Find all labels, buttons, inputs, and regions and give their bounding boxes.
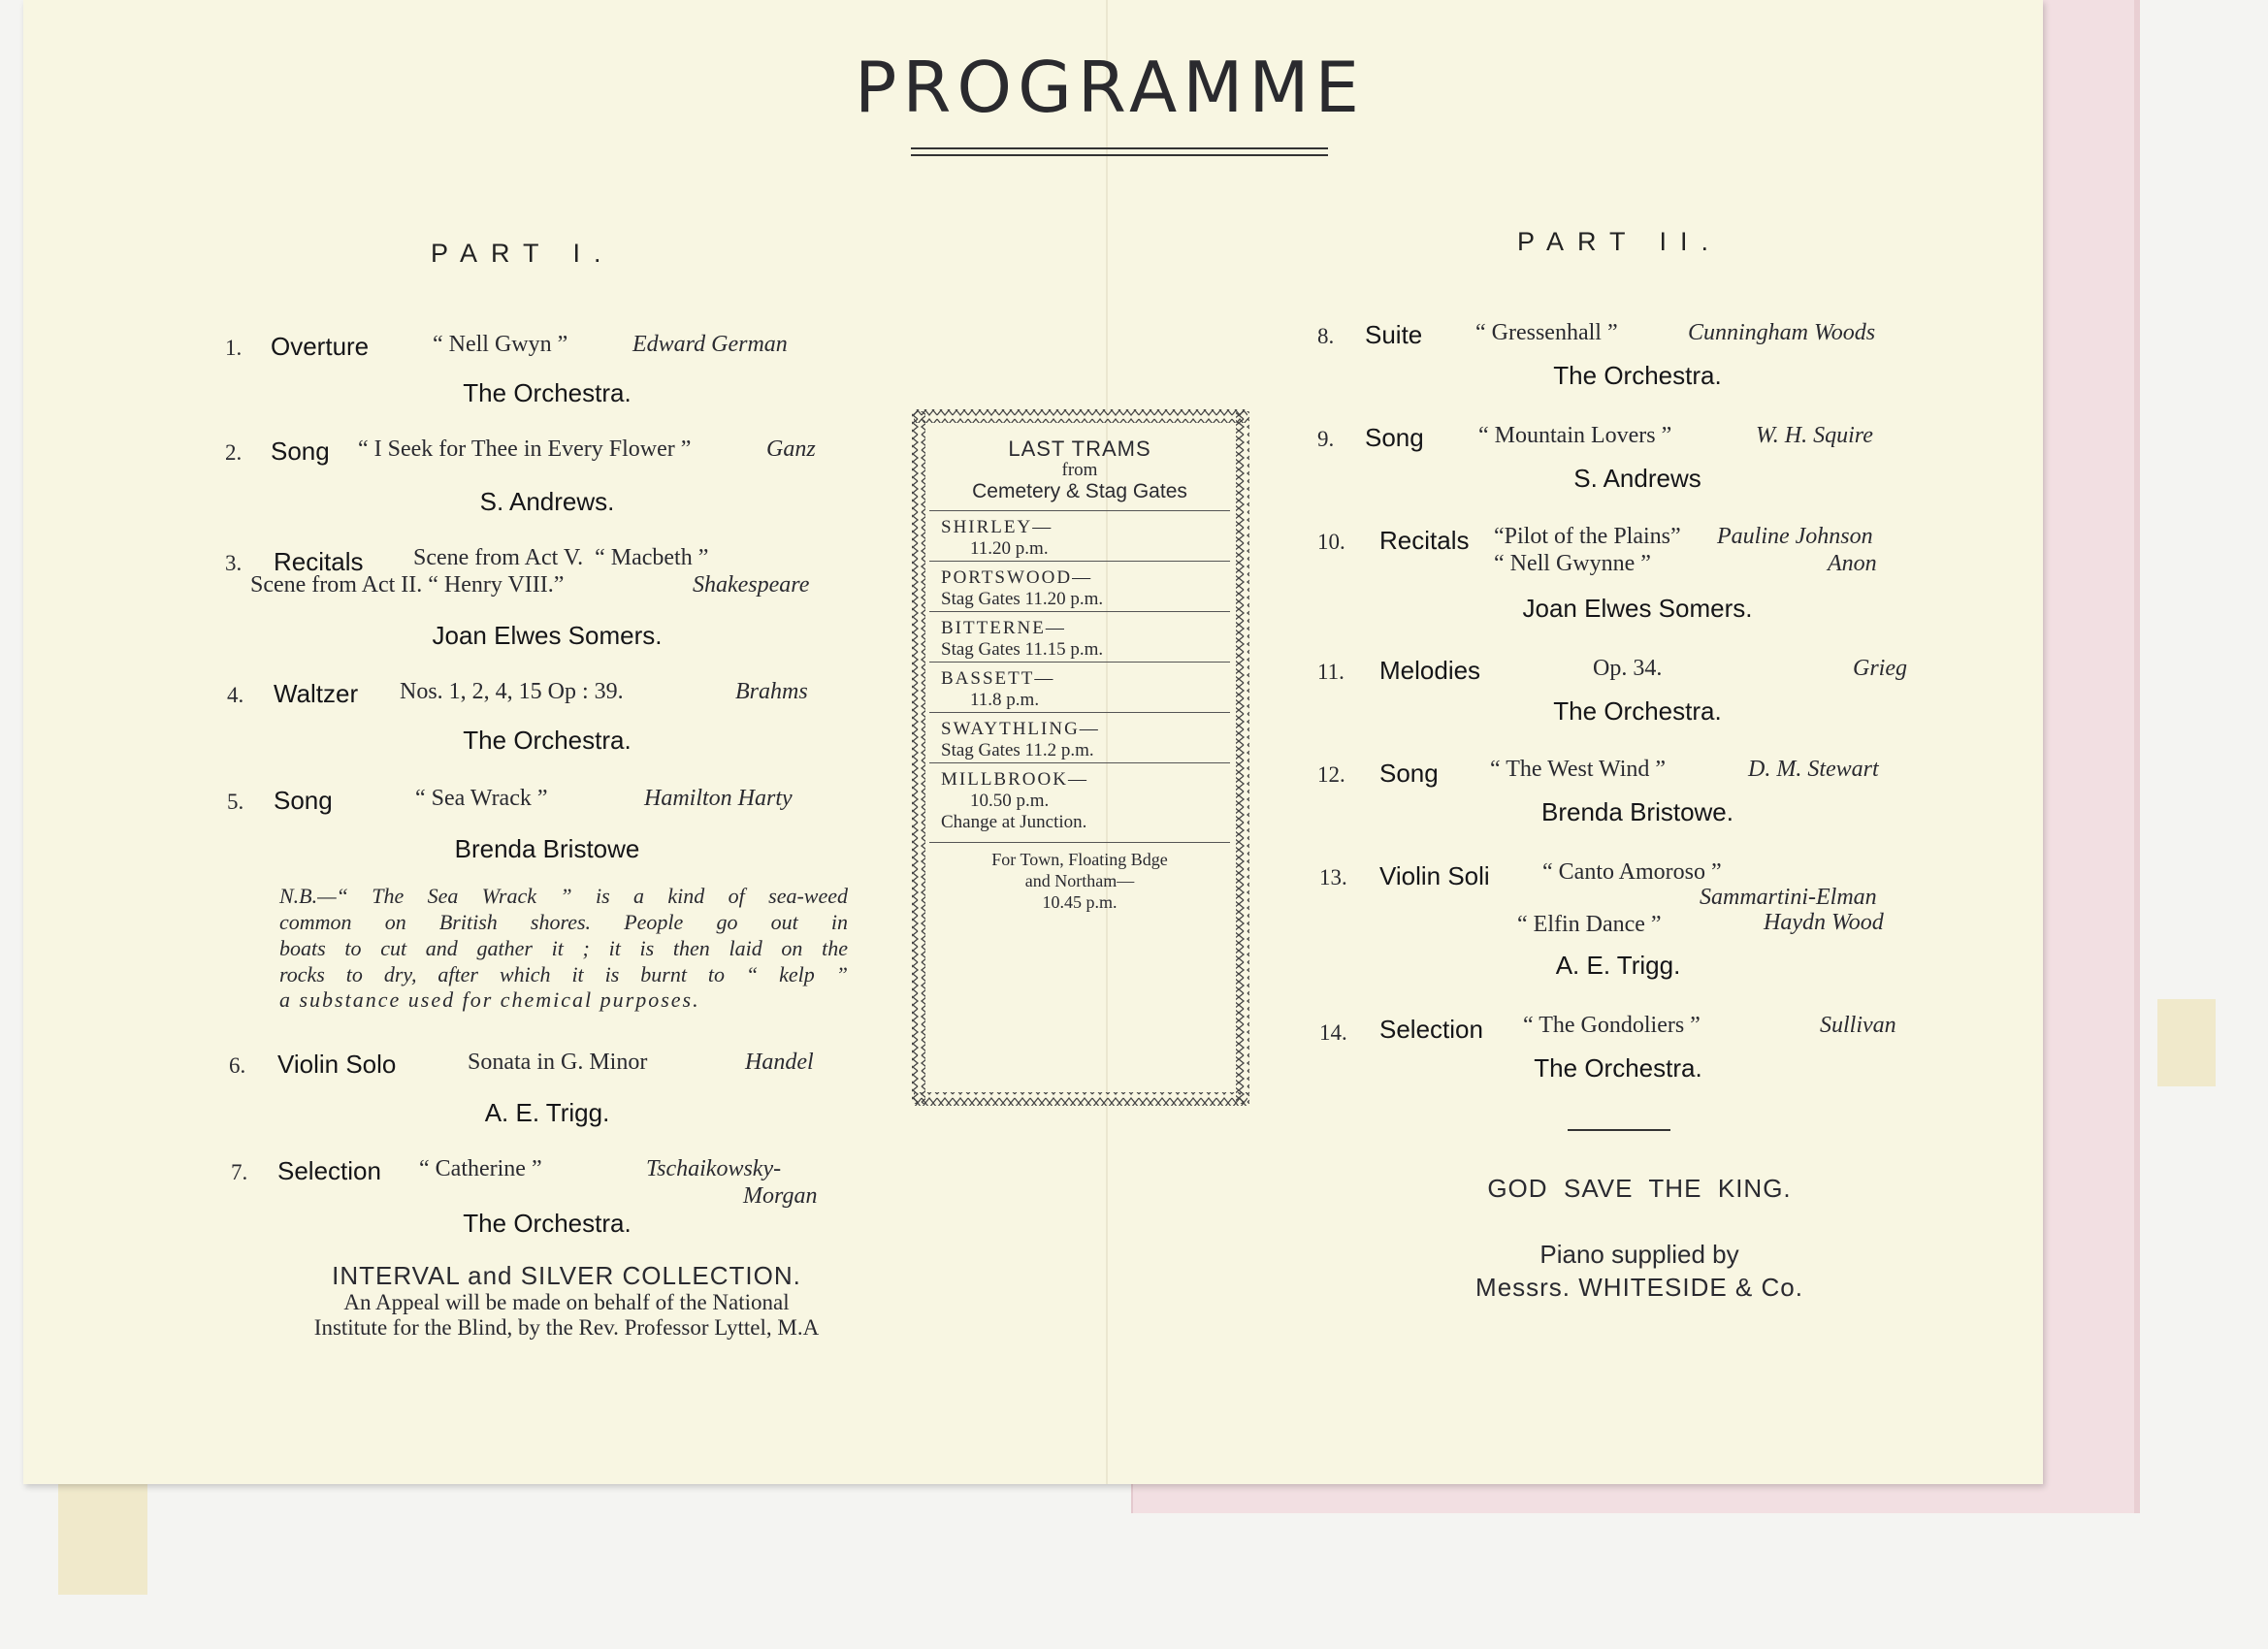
- note-line: boats to cut and gather it ; it is then laid on the: [279, 936, 848, 960]
- item-kind: Song: [271, 436, 330, 466]
- page-title: PROGRAMME: [854, 47, 1365, 128]
- tram-time: Stag Gates 11.2 p.m.: [941, 740, 1094, 760]
- item-number: 14.: [1319, 1020, 1347, 1045]
- item-performer: The Orchestra.: [463, 378, 632, 407]
- item-performer: A. E. Trigg.: [484, 1098, 610, 1127]
- item-performer: The Orchestra.: [1553, 696, 1722, 726]
- item-piece: “ Gressenhall ”: [1475, 320, 1618, 345]
- tram-destination: BITTERNE—: [941, 618, 1066, 638]
- tram-destination-second: and Northam—: [1024, 871, 1135, 890]
- item-kind: Violin Soli: [1379, 861, 1490, 890]
- item-kind: Violin Solo: [277, 1050, 397, 1079]
- item-performer: Brenda Bristowe.: [1541, 797, 1733, 826]
- piano-credit-line2: Messrs. WHITESIDE & Co.: [1475, 1273, 1803, 1302]
- part1-heading: PART I.: [431, 239, 615, 268]
- item-performer: Joan Elwes Somers.: [1522, 594, 1753, 623]
- item-number: 13.: [1319, 865, 1347, 889]
- note-line: rocks to dry, after which it is burnt to “ kelp ”: [279, 962, 848, 986]
- item-kind: Waltzer: [274, 679, 359, 708]
- item-composer: D. M. Stewart: [1748, 757, 1879, 782]
- tram-row-shirley: [929, 510, 1230, 561]
- item-composer-second: Anon: [1828, 551, 1877, 576]
- item-composer: Sullivan: [1820, 1013, 1896, 1038]
- item-kind: Recitals: [1379, 526, 1470, 555]
- item-number: 8.: [1317, 324, 1335, 348]
- item-piece-second: Scene from Act II. “ Henry VIII.”: [250, 572, 565, 598]
- item-piece: “ Sea Wrack ”: [415, 786, 548, 811]
- note-line: a substance used for chemical purposes.: [279, 987, 700, 1012]
- tram-time: 10.45 p.m.: [1042, 892, 1118, 912]
- item-piece: “ Nell Gwyn ”: [433, 332, 568, 357]
- item-kind: Selection: [277, 1156, 381, 1185]
- item-kind: Suite: [1365, 320, 1423, 349]
- trams-heading-block: [929, 429, 1230, 510]
- item-composer: Hamilton Harty: [644, 786, 793, 811]
- tram-destination: SHIRLEY—: [941, 517, 1053, 537]
- note-line: N.B.—“ The Sea Wrack ” is a kind of sea-weed: [279, 884, 848, 908]
- tram-destination: For Town, Floating Bdge: [991, 850, 1168, 869]
- item-number: 6.: [229, 1053, 246, 1078]
- item-piece-second: “ Elfin Dance ”: [1517, 912, 1662, 937]
- last-trams-box: [906, 404, 1255, 1112]
- item-composer: Shakespeare: [693, 572, 810, 598]
- item-composer: Edward German: [632, 332, 788, 357]
- tram-destination: PORTSWOOD—: [941, 567, 1093, 588]
- item-number: 4.: [227, 683, 244, 707]
- item-number: 9.: [1317, 427, 1335, 451]
- tram-time: 10.50 p.m.: [970, 791, 1050, 811]
- programme-sheet: [23, 0, 2043, 1484]
- item-piece: “ I Seek for Thee in Every Flower ”: [358, 436, 692, 462]
- item-kind: Selection: [1379, 1015, 1483, 1044]
- item-kind: Overture: [271, 332, 370, 361]
- item-kind: Song: [1379, 759, 1439, 788]
- item-performer: S. Andrews: [1573, 464, 1701, 493]
- tram-time: 11.20 p.m.: [970, 538, 1049, 559]
- item-number: 11.: [1317, 660, 1345, 684]
- item-piece: “ The West Wind ”: [1490, 757, 1667, 782]
- trams-heading: LAST TRAMS: [1008, 436, 1151, 461]
- note-line: common on British shores. People go out in: [279, 910, 848, 934]
- item-kind: Melodies: [1379, 656, 1481, 685]
- closing-rule: [1568, 1129, 1670, 1131]
- tram-row-bassett: [929, 662, 1230, 712]
- item-performer: The Orchestra.: [463, 1209, 632, 1238]
- item-composer: Brahms: [735, 679, 808, 704]
- item-composer: Sammartini-Elman: [1700, 885, 1877, 910]
- item-performer: A. E. Trigg.: [1555, 951, 1681, 980]
- item-piece: “ Catherine ”: [419, 1156, 542, 1181]
- item-composer: Grieg: [1853, 656, 1907, 681]
- trams-from: from: [1061, 460, 1098, 480]
- item-composer: W. H. Squire: [1756, 423, 1873, 448]
- piano-credit-line1: Piano supplied by: [1539, 1240, 1739, 1269]
- item-composer: Cunningham Woods: [1688, 320, 1876, 345]
- item-piece: Op. 34.: [1593, 656, 1663, 681]
- item-performer: The Orchestra.: [463, 726, 632, 755]
- tram-row-millbrook: [929, 762, 1230, 842]
- tram-time: Stag Gates 11.15 p.m.: [941, 639, 1104, 660]
- tram-row-portswood: [929, 561, 1230, 611]
- tram-destination: MILLBROOK—: [941, 769, 1088, 790]
- interval-heading: INTERVAL and SILVER COLLECTION.: [332, 1261, 801, 1290]
- appeal-line: An Appeal will be made on behalf of the National: [343, 1290, 790, 1314]
- item-composer-second: Haydn Wood: [1764, 910, 1884, 935]
- trams-table: [929, 429, 1230, 922]
- tram-destination: SWAYTHLING—: [941, 719, 1100, 739]
- item-number: 1.: [225, 336, 243, 360]
- item-piece: “ Mountain Lovers ”: [1478, 423, 1672, 448]
- item-piece: Nos. 1, 2, 4, 15 Op : 39.: [400, 679, 624, 704]
- item-number: 3.: [225, 551, 243, 575]
- item-kind: Song: [1365, 423, 1424, 452]
- item-piece: “ The Gondoliers ”: [1523, 1013, 1701, 1038]
- tape-strip-bottom: [58, 1478, 147, 1595]
- item-number: 10.: [1317, 530, 1345, 554]
- title-rule-bottom: [911, 154, 1328, 156]
- tram-time: Stag Gates 11.20 p.m.: [941, 589, 1104, 609]
- appeal-line: Institute for the Blind, by the Rev. Professor Lyttel, M.A: [313, 1315, 820, 1340]
- tram-row-bitterne: [929, 611, 1230, 662]
- tram-destination: BASSETT—: [941, 668, 1055, 689]
- tram-row-town: [929, 842, 1230, 922]
- part2-heading: PART II.: [1517, 227, 1723, 256]
- item-kind: Song: [274, 786, 333, 815]
- tram-time: 11.8 p.m.: [970, 690, 1040, 710]
- item-piece: Sonata in G. Minor: [468, 1050, 648, 1075]
- tape-strip-right: [2157, 999, 2216, 1086]
- item-piece-second: “ Nell Gwynne ”: [1494, 551, 1651, 576]
- anthem-line: GOD SAVE THE KING.: [1487, 1174, 1792, 1203]
- item-composer: Pauline Johnson: [1717, 524, 1873, 549]
- item-performer: S. Andrews.: [479, 487, 615, 516]
- item-performer: The Orchestra.: [1534, 1053, 1702, 1083]
- item-number: 12.: [1317, 762, 1345, 787]
- tram-note: Change at Junction.: [941, 812, 1087, 832]
- item-performer: Brenda Bristowe: [454, 834, 640, 863]
- title-rule-top: [911, 147, 1328, 149]
- trams-origin: Cemetery & Stag Gates: [972, 480, 1187, 502]
- item-composer: Tschaikowsky-: [646, 1156, 782, 1181]
- item-performer: Joan Elwes Somers.: [432, 621, 663, 650]
- item-piece: “ Canto Amoroso ”: [1542, 859, 1722, 885]
- item-number: 5.: [227, 790, 244, 814]
- item-performer: The Orchestra.: [1553, 361, 1722, 390]
- item-number: 2.: [225, 440, 243, 465]
- tram-row-swaythling: [929, 712, 1230, 762]
- item-piece: Scene from Act V. “ Macbeth ”: [413, 545, 709, 570]
- item-piece: “Pilot of the Plains”: [1494, 524, 1681, 549]
- item-composer: Handel: [745, 1050, 814, 1075]
- item-composer: Ganz: [766, 436, 816, 462]
- item-number: 7.: [231, 1160, 248, 1184]
- item-composer-second: Morgan: [743, 1183, 818, 1209]
- item-kind: Recitals: [274, 547, 364, 576]
